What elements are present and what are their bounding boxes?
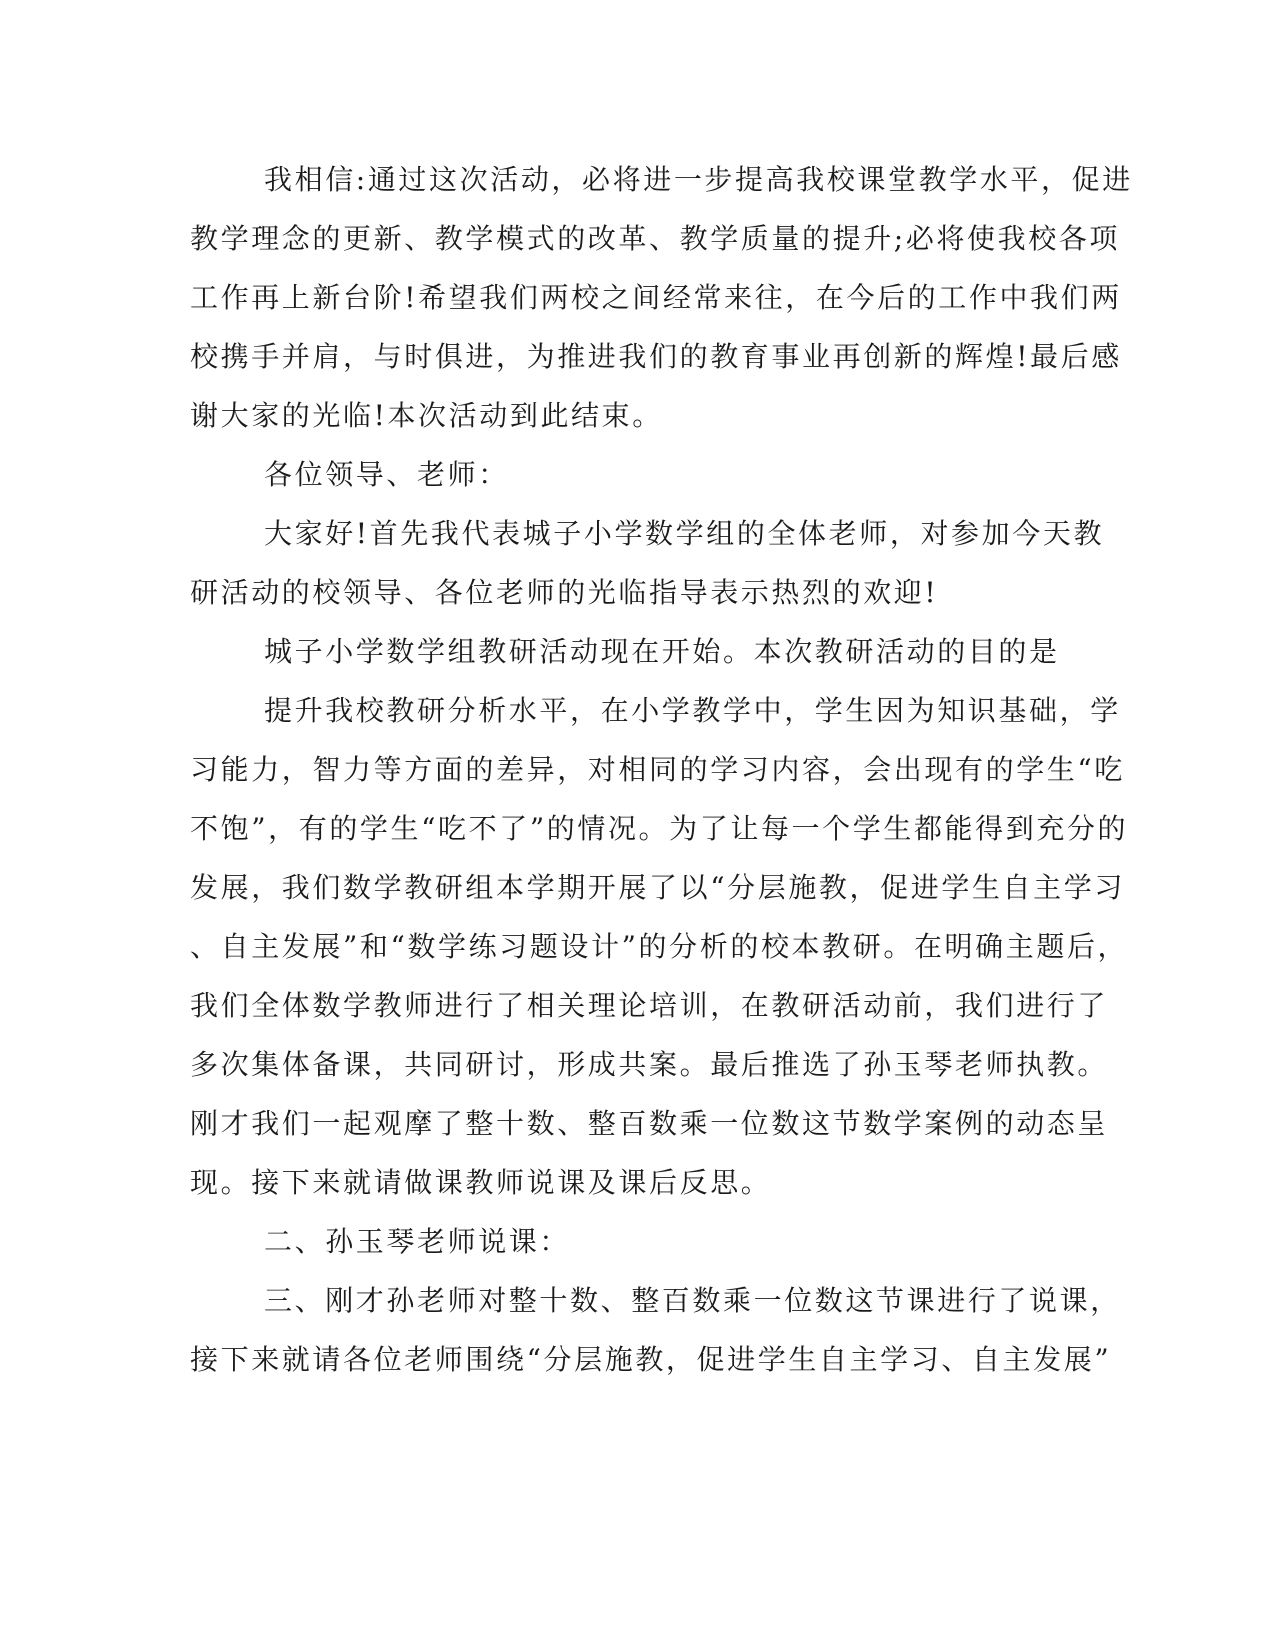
text-line: 研活动的校领导、各位老师的光临指导表示热烈的欢迎!: [190, 576, 939, 609]
text-line: 、自主发展”和“数学练习题设计”的分析的校本教研。在明确主题后，: [190, 930, 1129, 963]
text-line: 多次集体备课，共同研讨，形成共案。最后推选了孙玉琴老师执教。: [190, 1048, 1109, 1081]
text-line: 发展，我们数学教研组本学期开展了以“分层施教，促进学生自主学习: [190, 871, 1125, 904]
text-line: 大家好!首先我代表城子小学数学组的全体老师，对参加今天教: [264, 517, 1105, 550]
section-heading: 二、孙玉琴老师说课：: [264, 1225, 571, 1258]
text-line: 不饱”，有的学生“吃不了”的情况。为了让每一个学生都能得到充分的: [190, 812, 1129, 845]
text-line: 谢大家的光临!本次活动到此结束。: [190, 399, 663, 432]
text-line: 三、刚才孙老师对整十数、整百数乘一位数这节课进行了说课，: [264, 1284, 1121, 1317]
salutation: 各位领导、老师：: [264, 458, 509, 491]
text-line: 习能力，智力等方面的差异，对相同的学习内容，会出现有的学生“吃: [190, 753, 1125, 786]
text-line: 接下来就请各位老师围绕“分层施教，促进学生自主学习、自主发展”: [190, 1343, 1112, 1376]
text-line: 我相信:通过这次活动，必将进一步提高我校课堂教学水平，促进: [264, 163, 1133, 196]
text-line: 刚才我们一起观摩了整十数、整百数乘一位数这节数学案例的动态呈: [190, 1107, 1109, 1140]
text-line: 提升我校教研分析水平，在小学教学中，学生因为知识基础，学: [264, 694, 1121, 727]
text-line: 教学理念的更新、教学模式的改革、教学质量的提升;必将使我校各项: [190, 222, 1121, 255]
text-line: 城子小学数学组教研活动现在开始。本次教研活动的目的是: [264, 635, 1060, 668]
text-line: 我们全体数学教师进行了相关理论培训，在教研活动前，我们进行了: [190, 989, 1109, 1022]
text-line: 现。接下来就请做课教师说课及课后反思。: [190, 1166, 772, 1199]
text-line: 校携手并肩，与时俱进，为推进我们的教育事业再创新的辉煌!最后感: [190, 340, 1122, 373]
text-line: 工作再上新台阶!希望我们两校之间经常来往，在今后的工作中我们两: [190, 281, 1122, 314]
